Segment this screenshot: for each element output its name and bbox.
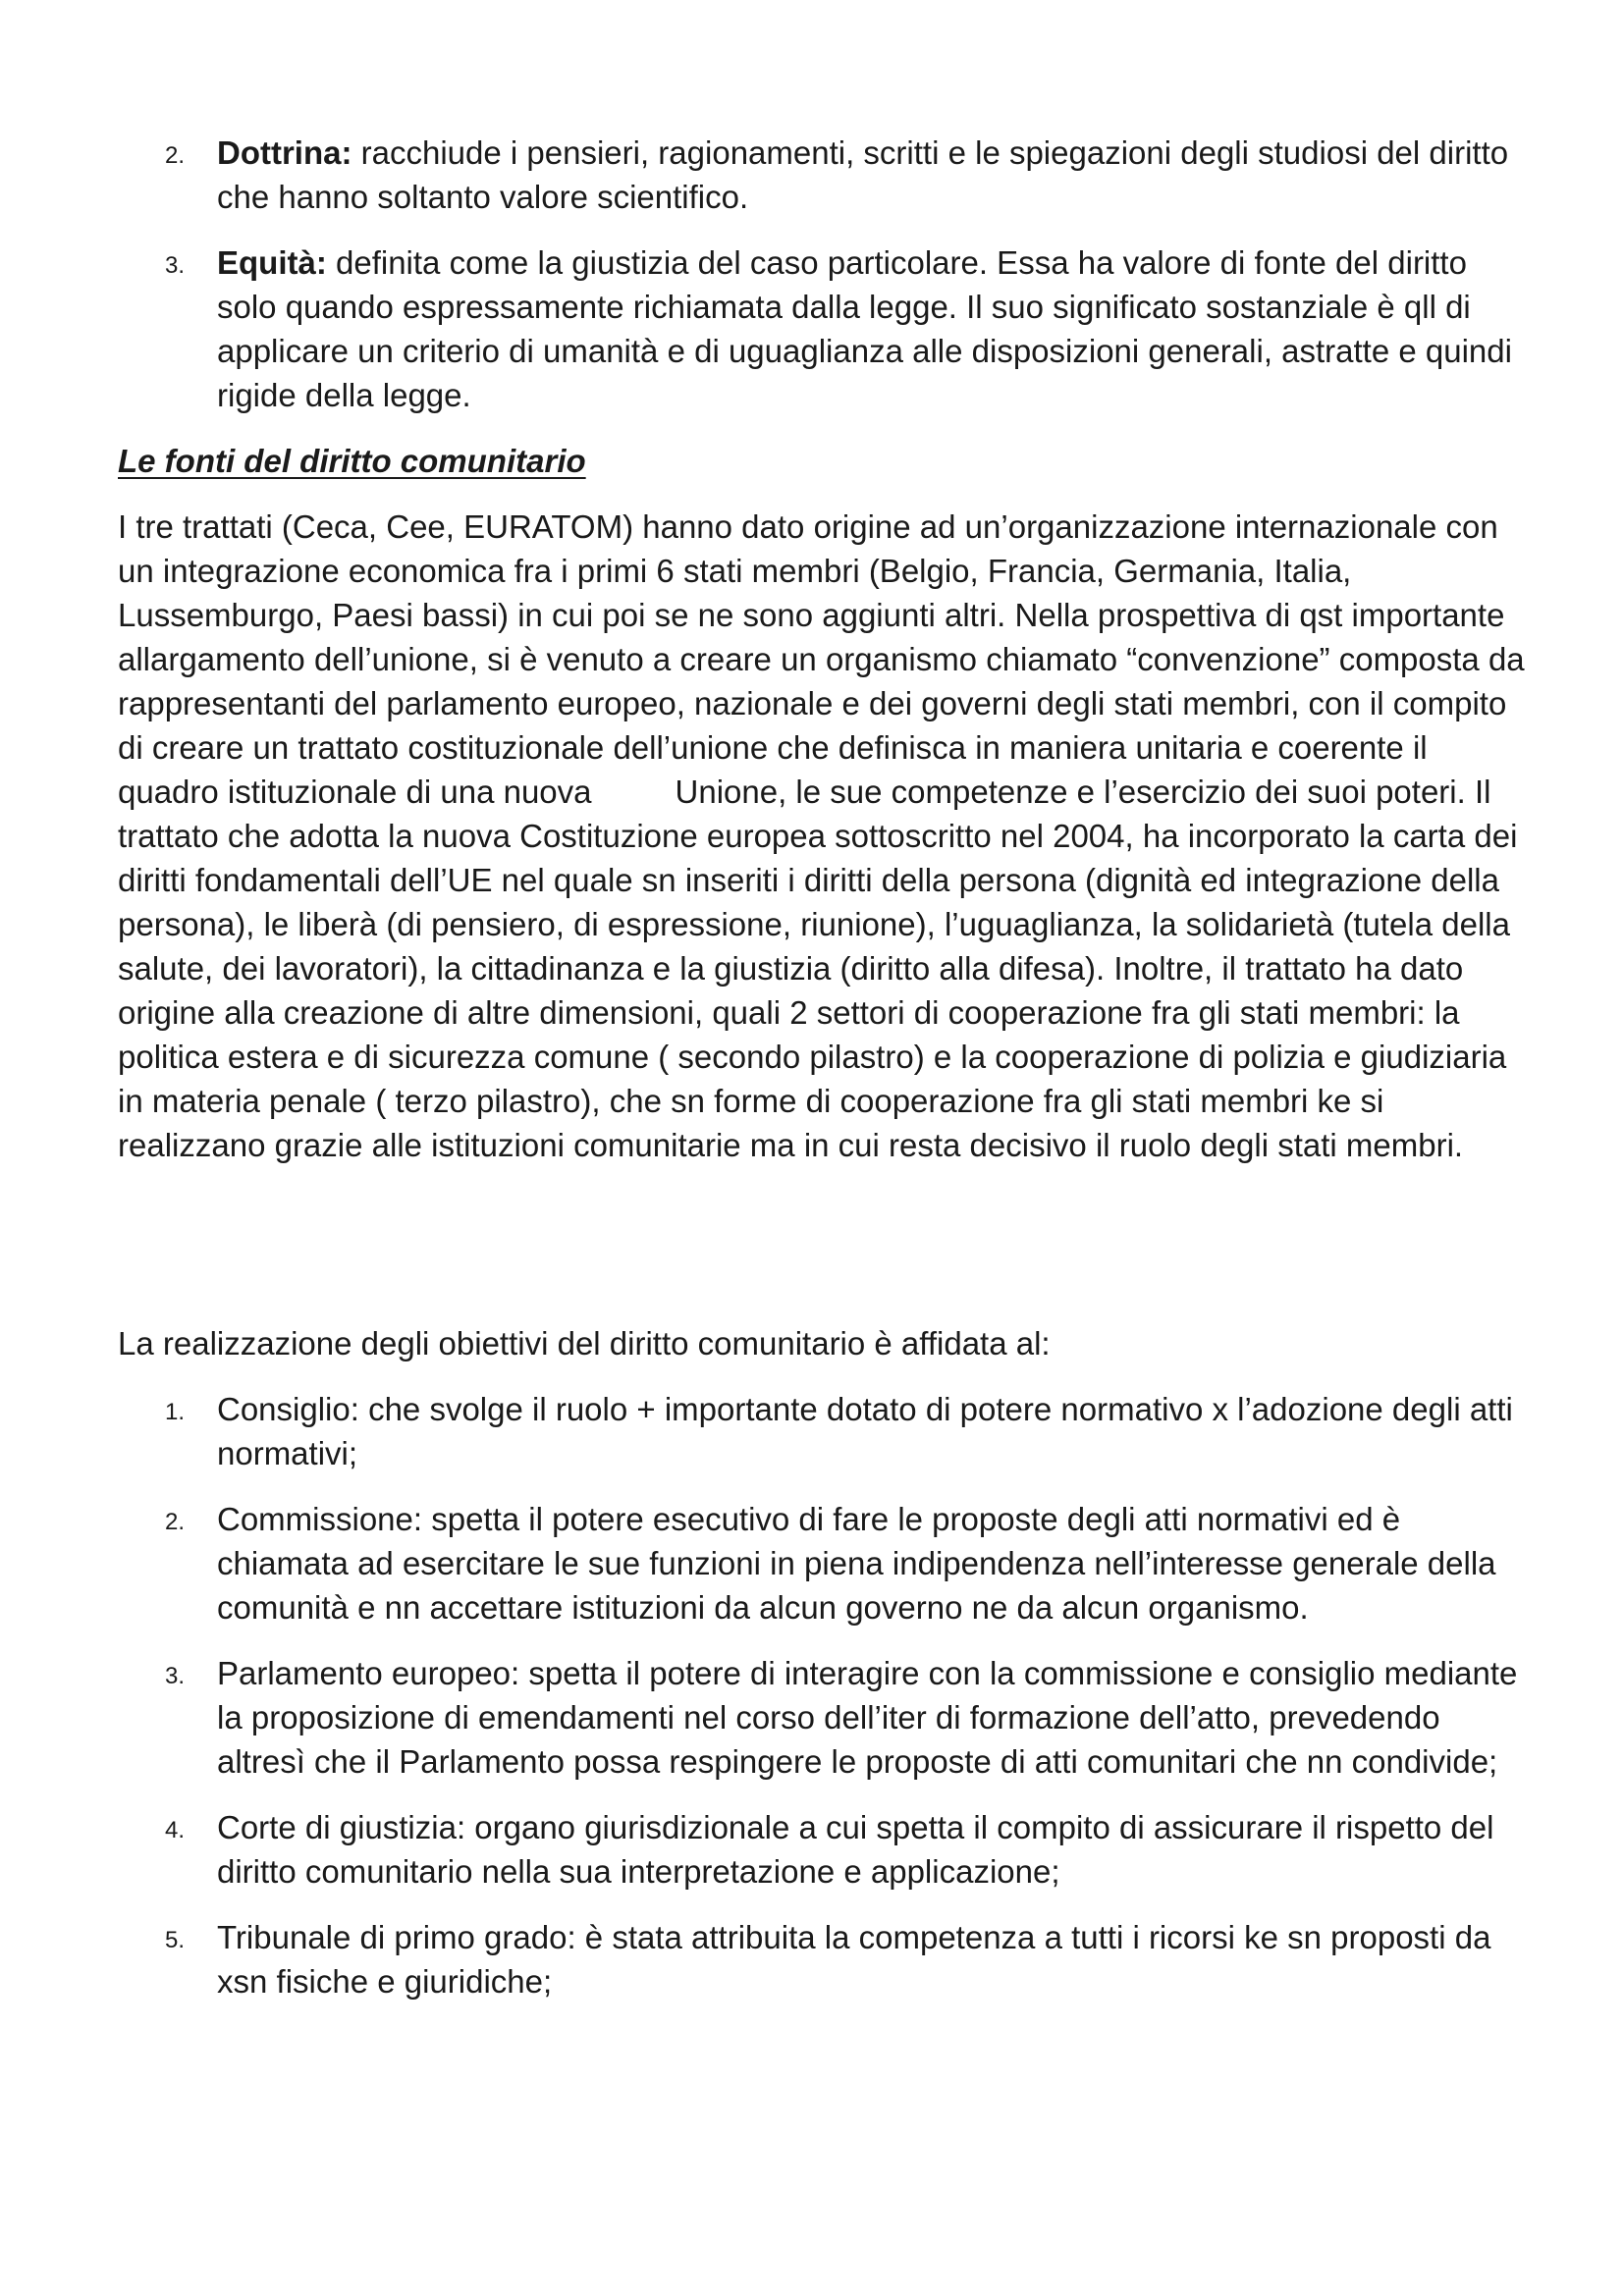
list-item <box>118 1915 1522 2003</box>
list-text: Consiglio: che svolge il ruolo + importante dotato di potere normativo x l’adozione degli atti normativi; <box>217 1391 1513 1471</box>
numbered-list-sources <box>118 131 1522 439</box>
list-item <box>118 1805 1522 1894</box>
list-text: Commissione: spetta il potere esecutivo di fare le proposte degli atti normativi ed è chiamata ad esercitare le sue funzioni in piena indipendenza nell’interesse generale della comunità e nn accettare istituzioni da alcun governo ne da alcun organismo. <box>217 1501 1496 1626</box>
list-item <box>118 131 1522 219</box>
list-number: 2. <box>165 1509 186 1535</box>
paragraph-objectives: La realizzazione degli obiettivi del diritto comunitario è affidata al: <box>118 1325 1051 1362</box>
list-number: 2. <box>165 142 186 169</box>
section-heading: Le fonti del diritto comunitario <box>118 443 586 479</box>
numbered-list-institutions <box>118 1387 1522 2025</box>
list-text: Tribunale di primo grado: è stata attribuita la competenza a tutti i ricorsi ke sn proposti da xsn fisiche e giuridiche; <box>217 1919 1491 2000</box>
list-number: 1. <box>165 1399 186 1425</box>
list-item <box>118 1387 1522 1475</box>
list-number: 3. <box>165 252 186 279</box>
list-text: definita come la giustizia del caso particolare. Essa ha valore di fonte del diritto solo quando espressamente richiamata dalla legge. Il suo significato sostanziale è qll di applicare un criterio di umanità e di uguaglianza alle disposizioni generali, astratte e quindi rigide della legge. <box>217 244 1512 413</box>
list-text: Parlamento europeo: spetta il potere di interagire con la commissione e consiglio mediante la proposizione di emendamenti nel corso dell’iter di formazione dell’atto, prevedendo altresì che il Parlamento possa respingere le proposte di atti comunitari che nn condivide; <box>217 1655 1518 1780</box>
list-number: 3. <box>165 1663 186 1689</box>
paragraph-text-part-2: Unione, le sue competenze e l’esercizio dei suoi poteri. Il trattato che adotta la nuova Costituzione europea sottoscritto nel 2004, ha incorporato la carta dei diritti fondamentali dell’UE nel quale sn inseriti i diritti della persona (dignità ed integrazione della persona), le liberà (di pensiero, di espressione, riunione), l’uguaglianza, la solidarietà (tutela della salute, dei lavoratori), la cittadinanza e la giustizia (diritto alla difesa). Inoltre, il trattato ha dato origine alla creazione di altre dimensioni, quali 2 settori di cooperazione fra gli stati membri: la politica estera e di sicurezza comune ( secondo pilastro) e la cooperazione di polizia e giudiziaria in materia penale ( terzo pilastro), che sn forme di cooperazione fra gli stati membri ke si realizzano grazie alle istituzioni comunitarie ma in cui resta decisivo il ruolo degli stati membri. <box>118 774 1518 1163</box>
list-item <box>118 1651 1522 1784</box>
list-text: Corte di giustizia: organo giurisdizionale a cui spetta il compito di assicurare il rispetto del diritto comunitario nella sua interpretazione e applicazione; <box>217 1809 1494 1890</box>
list-number: 4. <box>165 1817 186 1843</box>
paragraph-community-law <box>118 505 1532 1167</box>
list-number: 5. <box>165 1927 186 1953</box>
list-text: racchiude i pensieri, ragionamenti, scritti e le spiegazioni degli studiosi del diritto che hanno soltanto valore scientifico. <box>217 134 1509 215</box>
list-item <box>118 240 1522 417</box>
list-term: Equità: <box>217 244 327 281</box>
list-term: Dottrina: <box>217 134 352 171</box>
paragraph-text-part-1: I tre trattati (Ceca, Cee, EURATOM) hanno dato origine ad un’organizzazione internazionale con un integrazione economica fra i primi 6 stati membri (Belgio, Francia, Germania, Italia, Lussemburgo, Paesi bassi) in cui poi se ne sono aggiunti altri. Nella prospettiva di qst importante allargamento dell’unione, si è venuto a creare un organismo chiamato “convenzione” composta da rappresentanti del parlamento europeo, nazionale e dei governi degli stati membri, con il compito di creare un trattato costituzionale dell’unione che definisca in maniera unitaria e coerente il quadro istituzionale di una nuova <box>118 508 1525 810</box>
list-item <box>118 1497 1522 1629</box>
